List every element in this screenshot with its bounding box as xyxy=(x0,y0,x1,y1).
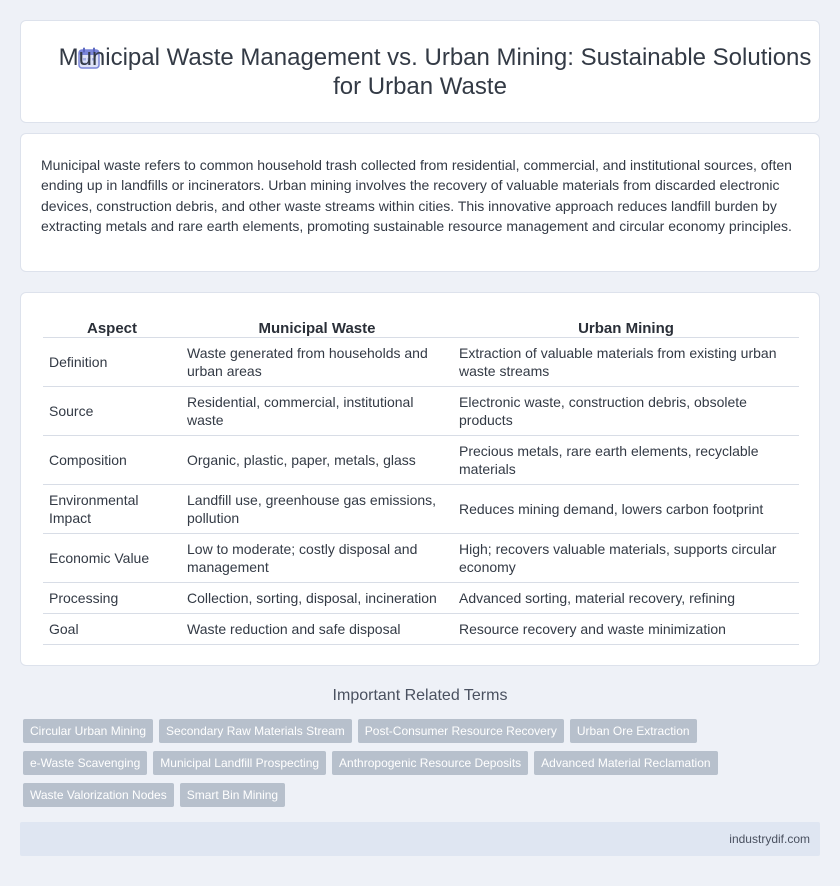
table-row xyxy=(43,533,799,582)
related-term-tag[interactable]: Advanced Material Reclamation xyxy=(534,751,717,775)
cell-aspect: Definition xyxy=(43,337,181,386)
related-term-tag[interactable]: Secondary Raw Materials Stream xyxy=(159,719,352,743)
footer xyxy=(20,822,820,856)
cell-urban: Resource recovery and waste minimization xyxy=(453,613,799,644)
cell-municipal: Waste generated from households and urban areas xyxy=(181,337,453,386)
cell-municipal: Organic, plastic, paper, metals, glass xyxy=(181,435,453,484)
title-card xyxy=(20,20,820,123)
related-term-tag[interactable]: e-Waste Scavenging xyxy=(23,751,147,775)
cell-aspect: Processing xyxy=(43,582,181,613)
table-header-row xyxy=(43,315,799,337)
table-row xyxy=(43,613,799,644)
table-row xyxy=(43,386,799,435)
table-row xyxy=(43,435,799,484)
header-urban-mining: Urban Mining xyxy=(453,315,799,337)
footer-site-link[interactable]: industrydif.com xyxy=(729,832,810,846)
table-row xyxy=(43,582,799,613)
intro-paragraph: Municipal waste refers to common household trash collected from residential, commercial, and institutional sources, often ending up in landfills or incinerators. Urban mining involves the recovery of valuable materials from discarded electronic devices, construction debris, and other waste streams within cities. This innovative approach reduces landfill burden by extracting metals and rare earth elements, promoting sustainable resource management and circular economy principles. xyxy=(41,157,792,234)
table-row xyxy=(43,337,799,386)
cell-aspect: Economic Value xyxy=(43,533,181,582)
cell-aspect: Environmental Impact xyxy=(43,484,181,533)
cell-municipal: Landfill use, greenhouse gas emissions, pollution xyxy=(181,484,453,533)
related-term-tag[interactable]: Urban Ore Extraction xyxy=(570,719,697,743)
cell-aspect: Goal xyxy=(43,613,181,644)
cell-urban: High; recovers valuable materials, supports circular economy xyxy=(453,533,799,582)
cell-municipal: Residential, commercial, institutional waste xyxy=(181,386,453,435)
cell-urban: Extraction of valuable materials from existing urban waste streams xyxy=(453,337,799,386)
comparison-card xyxy=(20,292,820,666)
page-title: Municipal Waste Management vs. Urban Mining: Sustainable Solutions for Urban Waste xyxy=(58,44,812,100)
cell-urban: Precious metals, rare earth elements, recyclable materials xyxy=(453,435,799,484)
cell-aspect: Composition xyxy=(43,435,181,484)
related-term-tag[interactable]: Municipal Landfill Prospecting xyxy=(153,751,326,775)
cell-urban: Advanced sorting, material recovery, refining xyxy=(453,582,799,613)
related-terms-title: Important Related Terms xyxy=(332,687,508,704)
related-term-tag[interactable]: Smart Bin Mining xyxy=(180,783,285,807)
comparison-table xyxy=(43,315,799,645)
table-row xyxy=(43,484,799,533)
related-term-tag[interactable]: Circular Urban Mining xyxy=(23,719,153,743)
cell-urban: Reduces mining demand, lowers carbon footprint xyxy=(453,484,799,533)
header-aspect: Aspect xyxy=(43,315,181,337)
related-term-tag[interactable]: Anthropogenic Resource Deposits xyxy=(332,751,528,775)
cell-aspect: Source xyxy=(43,386,181,435)
related-terms-list xyxy=(23,719,743,807)
cell-municipal: Low to moderate; costly disposal and management xyxy=(181,533,453,582)
header-municipal-waste: Municipal Waste xyxy=(181,315,453,337)
related-term-tag[interactable]: Post-Consumer Resource Recovery xyxy=(358,719,564,743)
cell-municipal: Collection, sorting, disposal, incineration xyxy=(181,582,453,613)
cell-municipal: Waste reduction and safe disposal xyxy=(181,613,453,644)
intro-card xyxy=(20,133,820,272)
related-term-tag[interactable]: Waste Valorization Nodes xyxy=(23,783,174,807)
cell-urban: Electronic waste, construction debris, obsolete products xyxy=(453,386,799,435)
